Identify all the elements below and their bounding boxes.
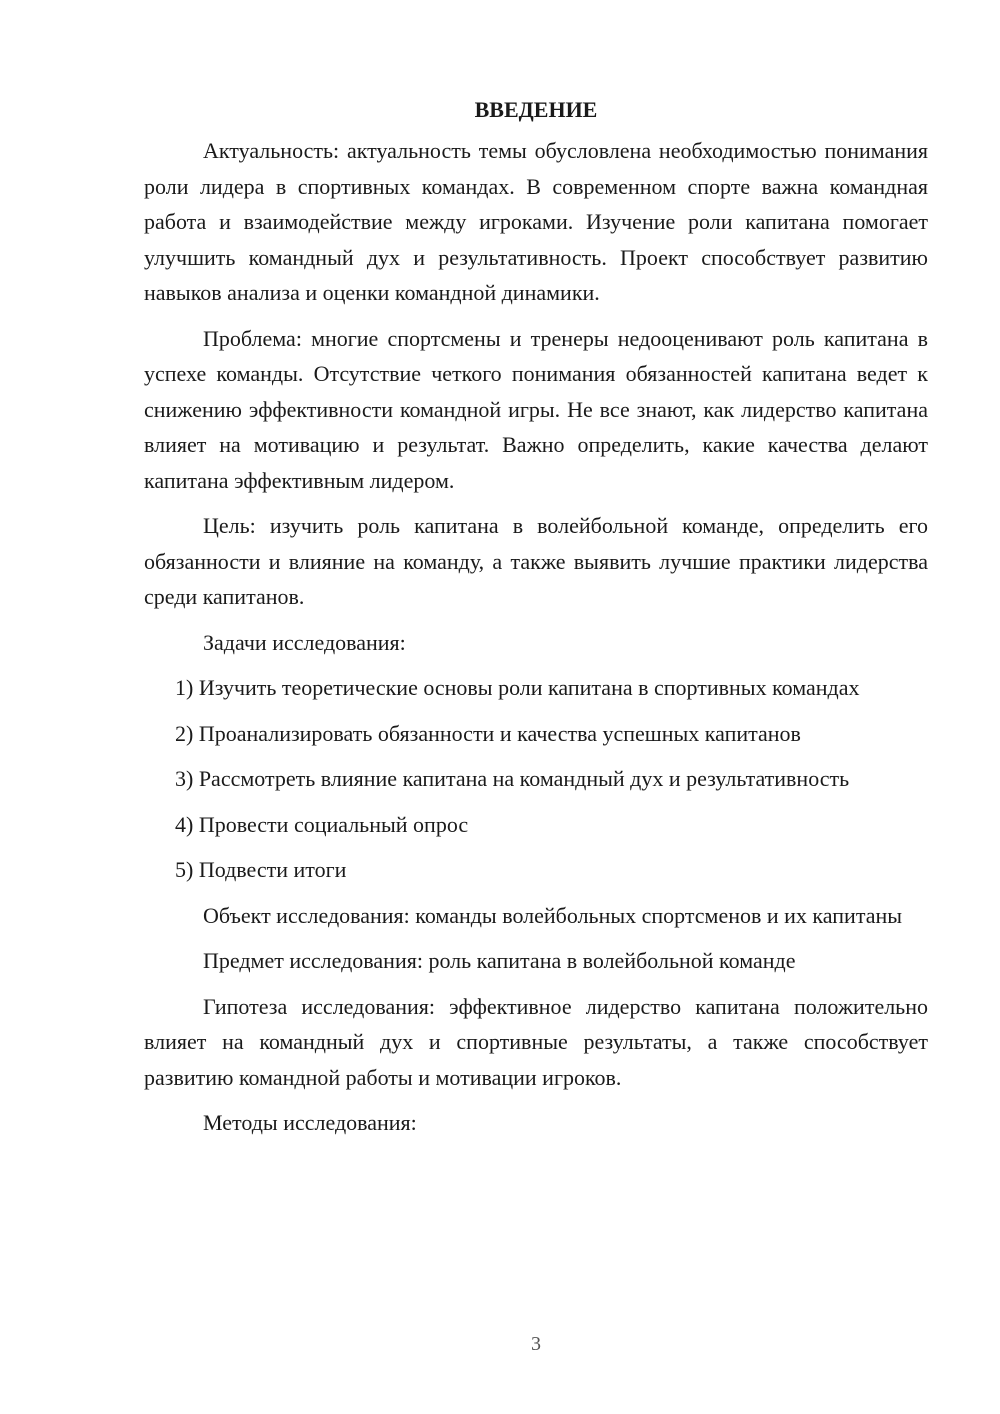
task-item-3: 3) Рассмотреть влияние капитана на командный дух и результативность	[175, 766, 850, 791]
methods-heading: Методы исследования:	[203, 1110, 417, 1135]
goal-paragraph: Цель: изучить роль капитана в волейбольной команде, определить его обязанности и влияние на команду, а также выявить лучшие практики лидерства среди капитанов.	[144, 513, 928, 609]
section-title: ВВЕДЕНИЕ	[474, 97, 598, 122]
page-number: 3	[531, 1333, 541, 1355]
page-content	[144, 92, 928, 1151]
relevance-paragraph: Актуальность: актуальность темы обусловлена необходимостью понимания роли лидера в спортивных командах. В современном спорте важна командная работа и взаимодействие между игроками. Изучение роли капитана помогает улучшить командный дух и результативность. Проект способствует развитию навыков анализа и оценки командной динамики.	[144, 138, 928, 305]
task-item-5: 5) Подвести итоги	[175, 857, 347, 882]
hypothesis-paragraph: Гипотеза исследования: эффективное лидерство капитана положительно влияет на командный дух и спортивные результаты, а также способствует развитию командной работы и мотивации игроков.	[144, 993, 928, 1090]
task-item-4: 4) Провести социальный опрос	[175, 811, 469, 837]
object-paragraph: Объект исследования: команды волейбольных спортсменов и их капитаны	[203, 902, 903, 928]
task-item-1: 1) Изучить теоретические основы роли капитана в спортивных командах	[175, 675, 860, 700]
subject-paragraph: Предмет исследования: роль капитана в волейбольной команде	[203, 948, 796, 973]
tasks-heading: Задачи исследования:	[203, 629, 406, 655]
problem-paragraph: Проблема: многие спортсмены и тренеры недооценивают роль капитана в успехе команды. Отсутствие четкого понимания обязанностей капитана ведет к снижению эффективности командной игры. Не все знают, как лидерство капитана влияет на мотивацию и результат. Важно определить, какие качества делают капитана эффективным лидером.	[144, 325, 928, 493]
task-item-2: 2) Проанализировать обязанности и качества успешных капитанов	[175, 720, 801, 746]
